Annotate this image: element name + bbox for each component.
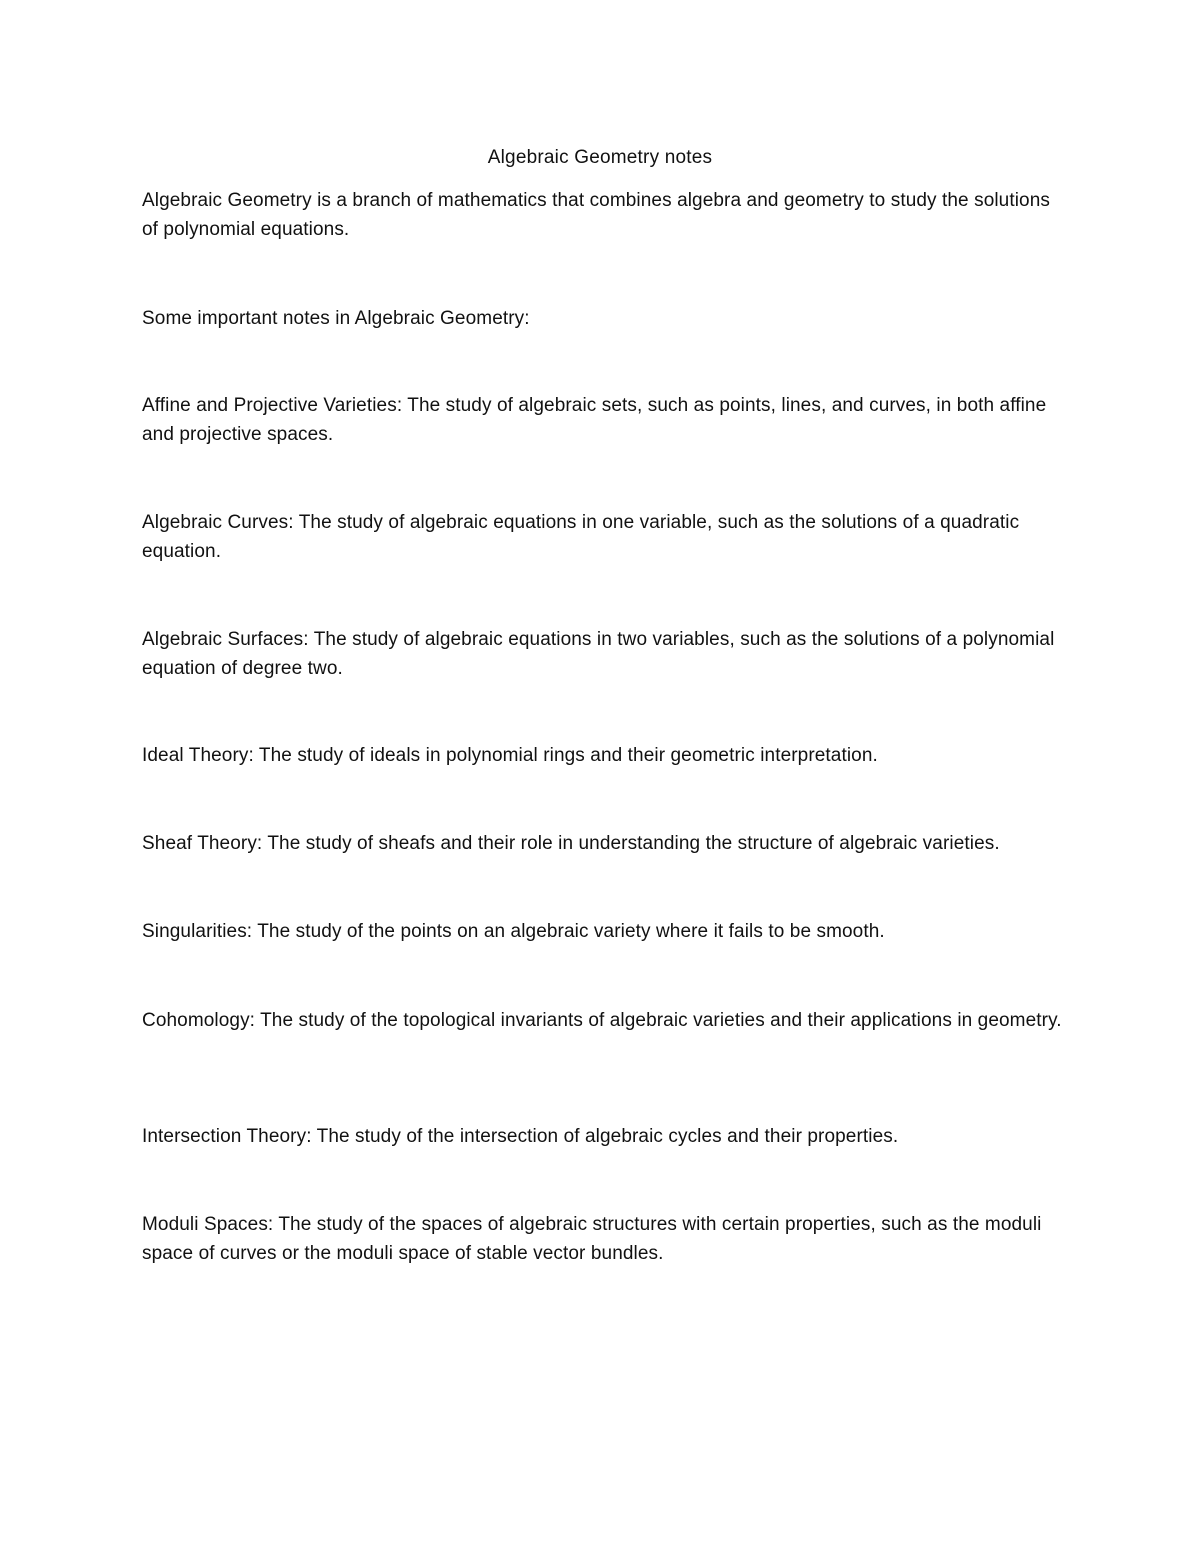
- topic-description: The study of the points on an algebraic variety where it fails to be smooth.: [252, 921, 885, 942]
- topic-term: Moduli Spaces:: [142, 1214, 274, 1235]
- topic-paragraph-ideal-theory: [142, 741, 1062, 770]
- topic-paragraph-affine-projective-varieties: [142, 391, 1062, 449]
- topic-term: Sheaf Theory:: [142, 833, 263, 854]
- topic-description: The study of ideals in polynomial rings and their geometric interpretation.: [253, 745, 878, 766]
- topic-term: Ideal Theory:: [142, 745, 254, 766]
- topic-description: The study of algebraic equations in two variables, such as the solutions of a polynomial equation of degree two.: [142, 629, 1055, 679]
- document-title: Algebraic Geometry notes: [487, 147, 713, 168]
- topic-description: The study of sheafs and their role in understanding the structure of algebraic varieties.: [262, 833, 1000, 854]
- topic-description: The study of algebraic sets, such as points, lines, and curves, in both affine and projective spaces.: [142, 395, 1047, 445]
- topic-paragraph-cohomology: [142, 1006, 1062, 1035]
- intro-paragraph: Algebraic Geometry is a branch of mathematics that combines algebra and geometry to study the solutions of polynomial equations.: [142, 190, 1050, 240]
- topic-term: Algebraic Curves:: [142, 512, 294, 533]
- topic-description: The study of the spaces of algebraic structures with certain properties, such as the moduli space of curves or the moduli space of stable vector bundles.: [142, 1214, 1042, 1264]
- topic-paragraph-singularities: [142, 917, 1062, 946]
- topic-description: The study of the topological invariants of algebraic varieties and their applications in geometry.: [255, 1010, 1062, 1031]
- topic-paragraph-moduli-spaces: [142, 1210, 1062, 1268]
- topic-term: Cohomology:: [142, 1010, 256, 1031]
- topic-description: The study of the intersection of algebraic cycles and their properties.: [311, 1126, 899, 1147]
- topic-term: Intersection Theory:: [142, 1126, 312, 1147]
- topic-term: Affine and Projective Varieties:: [142, 395, 403, 416]
- topic-paragraph-algebraic-curves: [142, 508, 1062, 566]
- topic-description: The study of algebraic equations in one variable, such as the solutions of a quadratic equation.: [142, 512, 1020, 562]
- lead-paragraph: Some important notes in Algebraic Geometry:: [142, 308, 530, 329]
- topic-paragraph-sheaf-theory: [142, 829, 1062, 858]
- topic-term: Algebraic Surfaces:: [142, 629, 309, 650]
- topic-paragraph-algebraic-surfaces: [142, 625, 1062, 683]
- topic-paragraph-intersection-theory: [142, 1122, 1062, 1151]
- topic-term: Singularities:: [142, 921, 253, 942]
